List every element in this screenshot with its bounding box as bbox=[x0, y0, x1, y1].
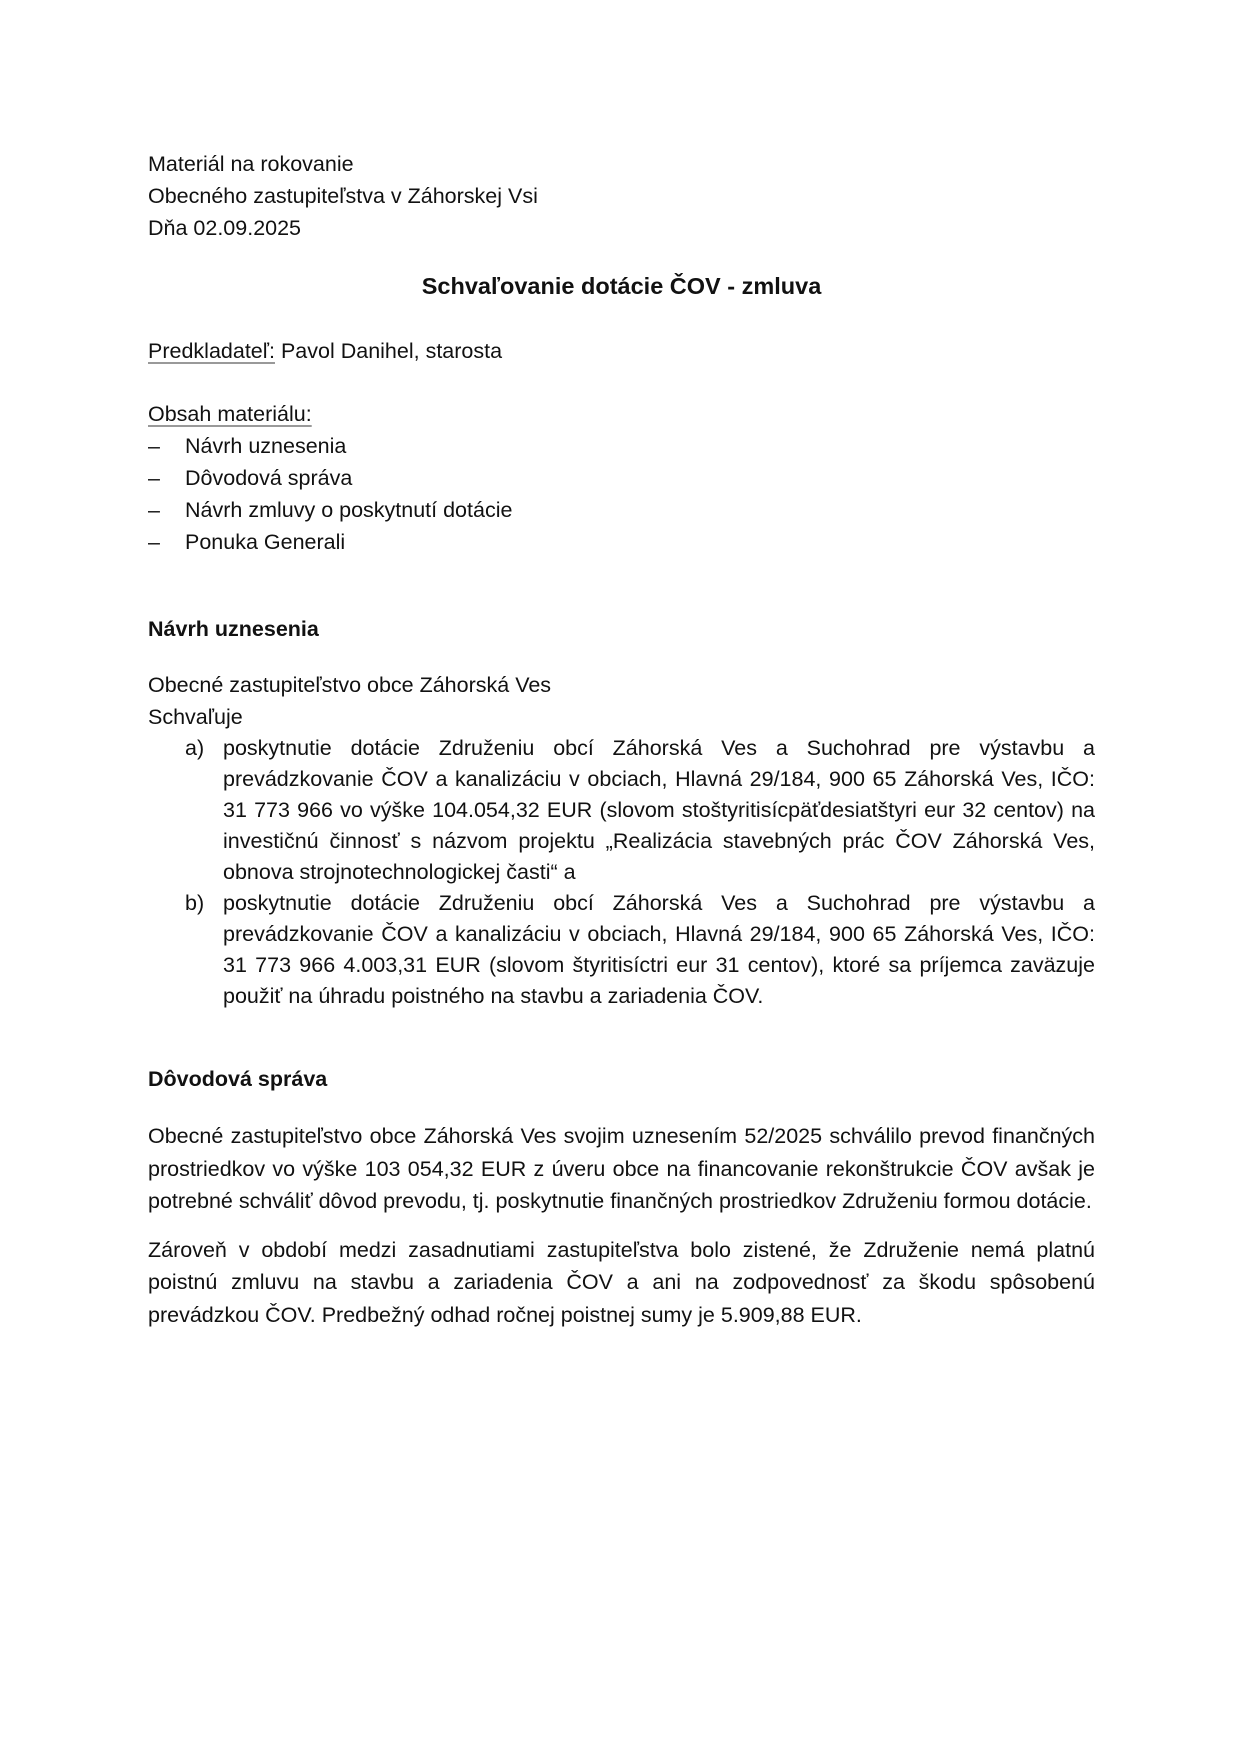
resolution-intro: Obecné zastupiteľstvo obce Záhorská Ves bbox=[148, 673, 552, 697]
submitter-label: Predkladateľ: bbox=[148, 339, 275, 363]
list-item: – Dôvodová správa bbox=[148, 462, 512, 494]
list-item: – Ponuka Generali bbox=[148, 526, 512, 558]
list-item: – Návrh zmluvy o poskytnutí dotácie bbox=[148, 494, 512, 526]
contents-label: Obsah materiálu: bbox=[148, 402, 312, 426]
item-marker: a) bbox=[185, 736, 205, 760]
item-text: poskytnutie dotácie Združeniu obcí Záhorská Ves a Suchohrad pre výstavbu a prevádzkovanie ČOV a kanalizáciu v obciach, Hlavná 29/184, 900 65 Záhorská Ves, IČO: 31 773 966 vo výške 104.054,32 EUR (slovom stoštyritisícpäťdesiatštyri eur 32 centov) na investičnú činnosť s názvom projektu „Realizácia stavebných prác ČOV Záhorská Ves, obnova strojnotechnologickej časti“ a bbox=[223, 736, 1095, 884]
header-material-line: Materiál na rokovanie bbox=[148, 152, 354, 176]
dash-bullet-icon: – bbox=[148, 498, 160, 522]
document-header bbox=[148, 148, 538, 244]
dash-bullet-icon: – bbox=[148, 466, 160, 490]
item-marker: b) bbox=[185, 891, 205, 915]
resolution-item-a bbox=[148, 733, 1095, 888]
submitter-line bbox=[148, 335, 502, 367]
contents-list bbox=[148, 430, 512, 558]
submitter-value: Pavol Danihel, starosta bbox=[274, 339, 503, 363]
header-date-line: Dňa 02.09.2025 bbox=[148, 216, 302, 240]
explanatory-heading: Dôvodová správa bbox=[148, 1067, 328, 1091]
document-title: Schvaľovanie dotácie ČOV - zmluva bbox=[421, 273, 822, 299]
resolution-items bbox=[148, 733, 1095, 1012]
dash-bullet-icon: – bbox=[148, 434, 160, 458]
resolution-heading: Návrh uznesenia bbox=[148, 617, 319, 641]
item-text: poskytnutie dotácie Združeniu obcí Záhorská Ves a Suchohrad pre výstavbu a prevádzkovanie ČOV a kanalizáciu v obciach, Hlavná 29/184, 900 65 Záhorská Ves, IČO: 31 773 966 4.003,31 EUR (slovom štyritisíctri eur 31 centov), ktoré sa príjemca zaväzuje použiť na úhradu poistného na stavbu a zariadenia ČOV. bbox=[223, 891, 1095, 1008]
list-item: – Návrh uznesenia bbox=[148, 430, 512, 462]
resolution-verb: Schvaľuje bbox=[148, 705, 243, 729]
explanatory-paragraph: Obecné zastupiteľstvo obce Záhorská Ves svojim uznesením 52/2025 schválilo prevod finančných prostriedkov vo výške 103 054,32 EUR z úveru obce na financovanie rekonštrukcie ČOV avšak je potrebné schváliť dôvod prevodu, tj. poskytnutie finančných prostriedkov Združeniu formou dotácie. bbox=[148, 1124, 1095, 1213]
explanatory-report-section bbox=[148, 1063, 1095, 1331]
dash-bullet-icon: – bbox=[148, 530, 160, 554]
header-council-line: Obecného zastupiteľstva v Záhorskej Vsi bbox=[148, 184, 538, 208]
resolution-proposal-section bbox=[148, 613, 1095, 1012]
resolution-item-b bbox=[148, 888, 1095, 1012]
contents-section bbox=[148, 398, 512, 558]
explanatory-paragraph: Zároveň v období medzi zasadnutiami zastupiteľstva bolo zistené, že Združenie nemá platnú poistnú zmluvu na stavbu a zariadenia ČOV a ani na zodpovednosť za škodu spôsobenú prevádzkou ČOV. Predbežný odhad ročnej poistnej sumy je 5.909,88 EUR. bbox=[148, 1237, 1095, 1327]
